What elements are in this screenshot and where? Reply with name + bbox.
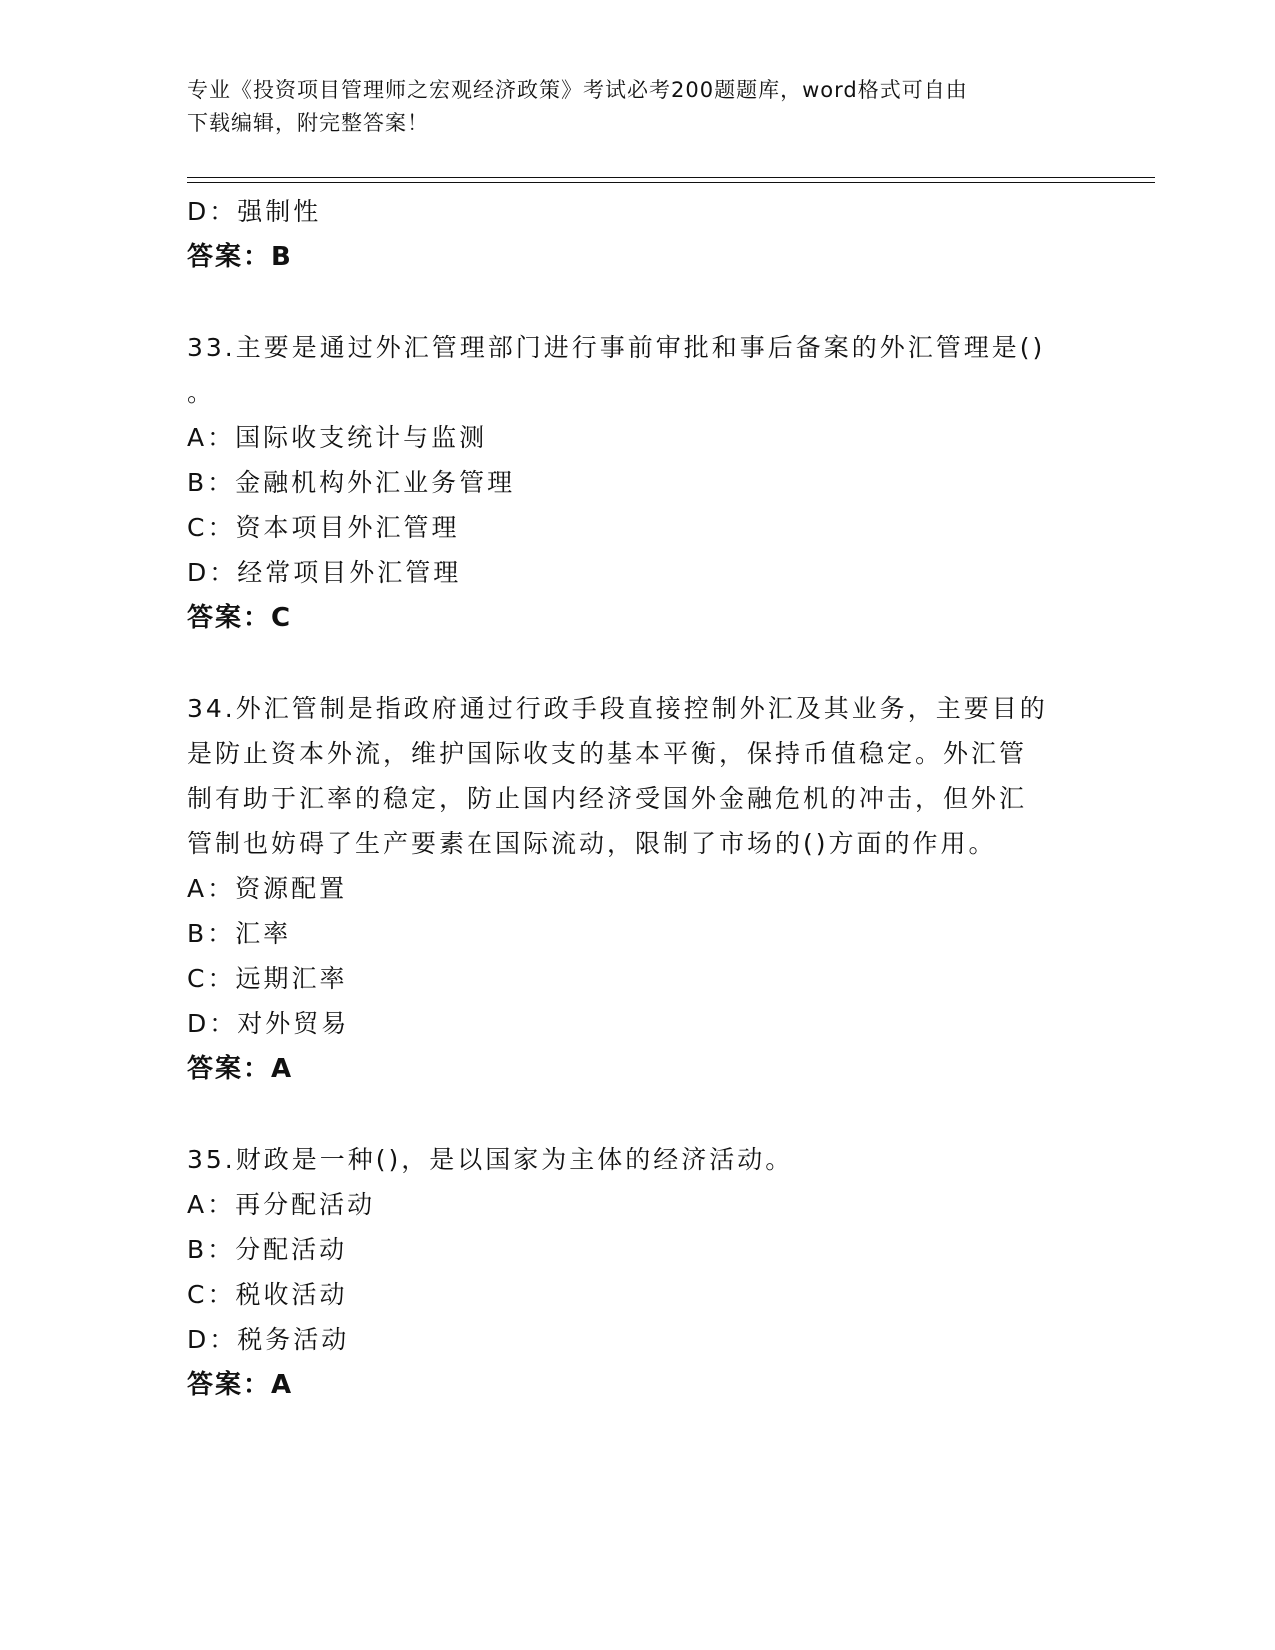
- option-c: C：资本项目外汇管理: [187, 513, 460, 542]
- answer: 答案：A: [187, 1054, 294, 1084]
- answer: 答案：C: [187, 603, 293, 633]
- question-stem: 33.主要是通过外汇管理部门进行事前审批和事后备案的外汇管理是(): [187, 333, 1046, 362]
- question-list: [187, 189, 1087, 1409]
- option-b: B：金融机构外汇业务管理: [187, 468, 516, 497]
- question-stem-line-3: 制有助于汇率的稳定，防止国内经济受国外金融危机的冲击，但外汇: [187, 784, 1028, 813]
- answer: 答案：B: [187, 242, 293, 272]
- option-d: D：税务活动: [187, 1325, 350, 1354]
- option-d: D：强制性: [187, 197, 322, 226]
- question-stem-line-2: 是防止资本外流，维护国际收支的基本平衡，保持币值稳定。外汇管: [187, 739, 1028, 768]
- option-b: B：汇率: [187, 919, 292, 948]
- question-33: [187, 325, 1087, 642]
- option-a: A：资源配置: [187, 874, 348, 903]
- question-stem-line-1: 34.外汇管制是指政府通过行政手段直接控制外汇及其业务，主要目的: [187, 694, 1048, 723]
- question-34: [187, 686, 1087, 1093]
- header-line-1: 专业《投资项目管理师之宏观经济政策》考试必考200题题库，word格式可自由: [187, 78, 968, 102]
- header-divider-top: [187, 177, 1155, 178]
- question-stem: 35.财政是一种()，是以国家为主体的经济活动。: [187, 1145, 794, 1174]
- option-a: A：再分配活动: [187, 1190, 376, 1219]
- option-d: D：经常项目外汇管理: [187, 558, 462, 587]
- answer: 答案：A: [187, 1370, 294, 1400]
- option-c: C：远期汇率: [187, 964, 348, 993]
- carryover-question: [187, 189, 1087, 281]
- question-stem-continuation: 。: [187, 378, 213, 407]
- option-c: C：税收活动: [187, 1280, 348, 1309]
- question-stem-line-4: 管制也妨碍了生产要素在国际流动，限制了市场的()方面的作用。: [187, 829, 997, 858]
- option-a: A：国际收支统计与监测: [187, 423, 488, 452]
- document-header: [187, 74, 1067, 140]
- question-35: [187, 1137, 1087, 1409]
- header-line-2: 下载编辑，附完整答案！: [187, 111, 429, 135]
- option-d: D：对外贸易: [187, 1009, 350, 1038]
- option-b: B：分配活动: [187, 1235, 348, 1264]
- header-divider-bottom: [187, 182, 1155, 183]
